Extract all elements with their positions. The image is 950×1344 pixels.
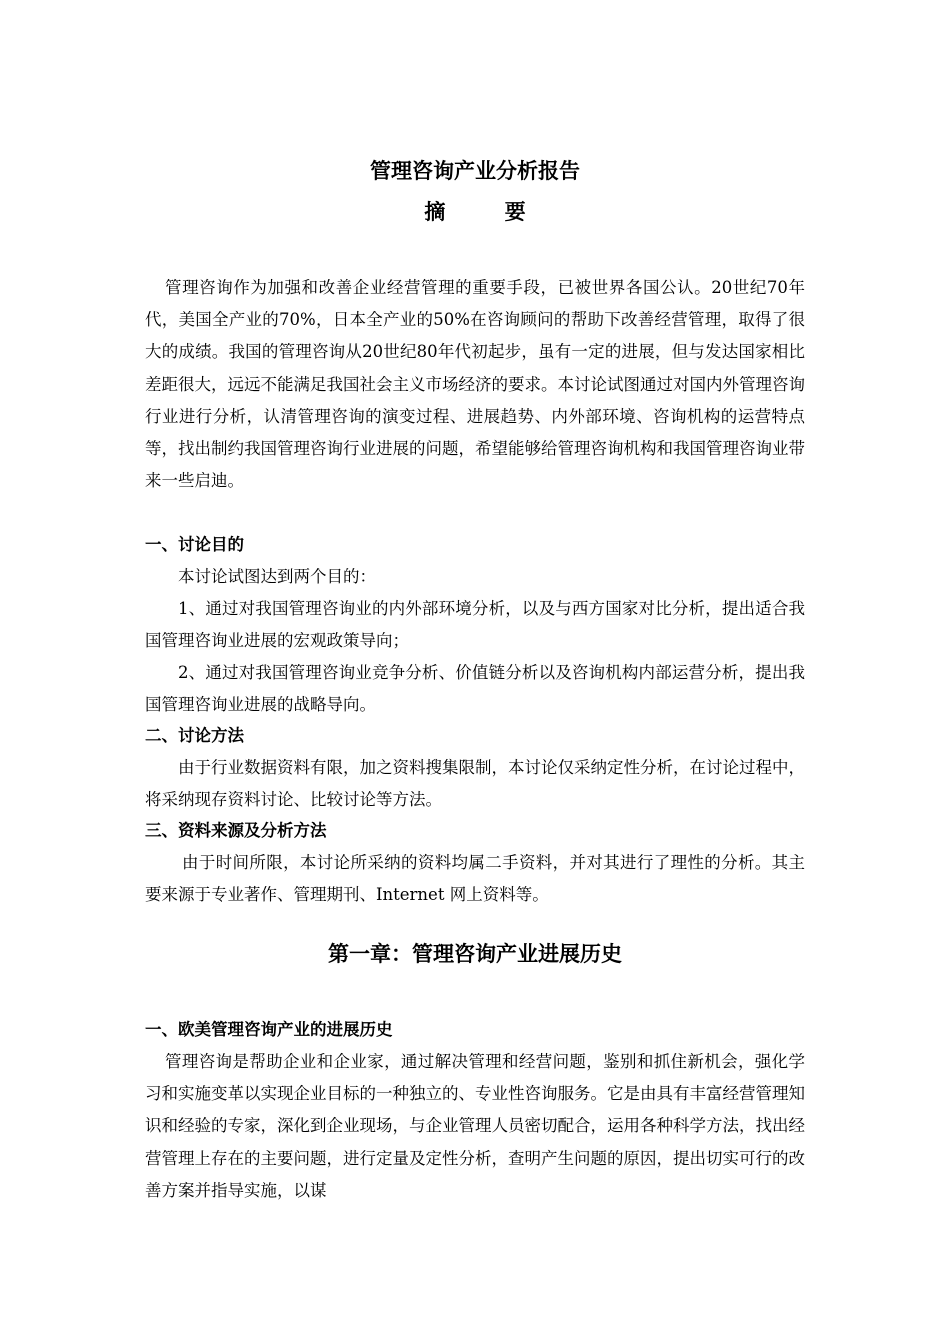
research-purpose-item-2: 2、通过对我国管理咨询业竞争分析、价值链分析以及咨询机构内部运营分析，提出我国管理咨询业进展的战略导向。	[145, 663, 805, 715]
report-title: 管理咨询产业分析报告	[370, 159, 580, 183]
chapter-1-paragraph: 管理咨询是帮助企业和企业家，通过解决管理和经营问题，鉴别和抓住新机会，强化学习和实施变革以实现企业目标的一种独立的、专业性咨询服务。它是由具有丰富经营管理知识和经验的专家，深化到企业现场，与企业管理人员密切配合，运用各种科学方法，找出经营管理上存在的主要问题，进行定量及定性分析，查明产生问题的原因，提出切实可行的改善方案并指导实施，以谋	[145, 1052, 805, 1200]
research-purpose-intro: 本讨论试图达到两个目的：	[178, 567, 376, 586]
data-sources-paragraph: 由于时间所限，本讨论所采纳的资料均属二手资料，并对其进行了理性的分析。其主要来源于专业著作、管理期刊、Internet 网上资料等。	[145, 853, 805, 905]
research-purpose-item-1: 1、通过对我国管理咨询业的内外部环境分析，以及与西方国家对比分析，提出适合我国管理咨询业进展的宏观政策导向；	[145, 599, 805, 651]
section-heading-research-purpose: 一、讨论目的	[145, 535, 244, 554]
abstract-title: 摘 要	[424, 200, 552, 224]
chapter-1-section-heading: 一、欧美管理咨询产业的进展历史	[145, 1020, 393, 1039]
section-heading-data-sources: 三、资料来源及分析方法	[145, 821, 327, 840]
abstract-paragraph: 管理咨询作为加强和改善企业经营管理的重要手段，已被世界各国公认。20世纪70年代，美国全产业的70%，日本全产业的50%在咨询顾问的帮助下改善经营管理，取得了很大的成绩。我国的管理咨询从20世纪80年代初起步，虽有一定的进展，但与发达国家相比差距很大，远远不能满足我国社会主义市场经济的要求。本讨论试图通过对国内外管理咨询行业进行分析，认清管理咨询的演变过程、进展趋势、内外部环境、咨询机构的运营特点等，找出制约我国管理咨询行业进展的问题，希望能够给管理咨询机构和我国管理咨询业带来一些启迪。	[145, 278, 805, 491]
chapter-1-title: 第一章：管理咨询产业进展历史	[328, 942, 622, 966]
section-heading-research-method: 二、讨论方法	[145, 726, 244, 745]
research-method-paragraph: 由于行业数据资料有限，加之资料搜集限制，本讨论仅采纳定性分析，在讨论过程中，将采纳现存资料讨论、比较讨论等方法。	[145, 758, 805, 810]
